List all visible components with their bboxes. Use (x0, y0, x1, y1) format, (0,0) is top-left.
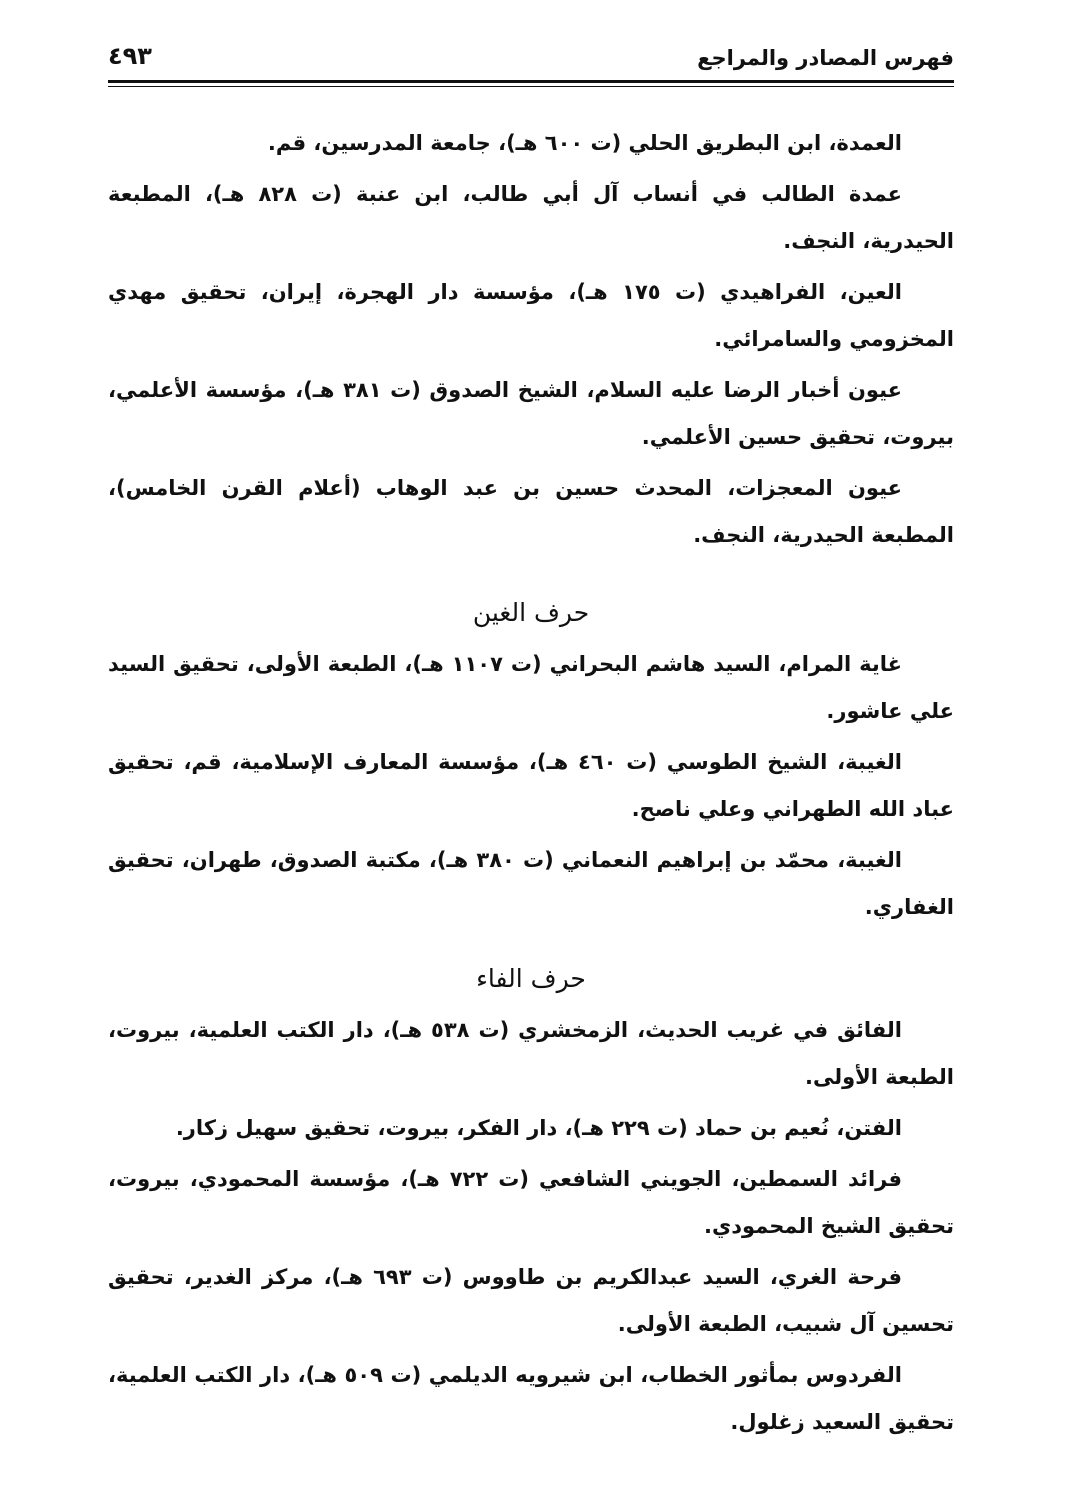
bibliography-entry: الغيبة، الشيخ الطوسي (ت ٤٦٠ هـ)، مؤسسة المعارف الإسلامية، قم، تحقيق عباد الله الطهراني وعلي ناصح. (108, 750, 954, 821)
running-header (108, 38, 954, 82)
bibliography-entry: فرحة الغري، السيد عبدالكريم بن طاووس (ت ٦٩٣ هـ)، مركز الغدير، تحقيق تحسين آل شبيب، الطبعة الأولى. (108, 1265, 954, 1336)
bibliography-entry: فرائد السمطين، الجويني الشافعي (ت ٧٢٢ هـ)، مؤسسة المحمودي، بيروت، تحقيق الشيخ المحمودي. (108, 1167, 954, 1238)
bibliography-entry: غاية المرام، السيد هاشم البحراني (ت ١١٠٧ هـ)، الطبعة الأولى، تحقيق السيد علي عاشور. (108, 652, 954, 723)
bibliography-entry: العمدة، ابن البطريق الحلي (ت ٦٠٠ هـ)، جامعة المدرسين، قم. (267, 131, 902, 155)
page (108, 0, 954, 1496)
bibliography-content (108, 120, 954, 1450)
entries-fa (108, 1007, 954, 1446)
bibliography-entry: العين، الفراهيدي (ت ١٧٥ هـ)، مؤسسة دار الهجرة، إيران، تحقيق مهدي المخزومي والسامرائي. (108, 280, 954, 351)
header-rule-thin (108, 86, 954, 87)
page-number: ٤٩٣ (108, 42, 152, 70)
bibliography-entry: الفائق في غريب الحديث، الزمخشري (ت ٥٣٨ هـ)، دار الكتب العلمية، بيروت، الطبعة الأولى. (108, 1018, 954, 1089)
entries-ghain (108, 641, 954, 931)
header-rule-thick (108, 80, 954, 83)
entries-ayn (108, 120, 954, 559)
bibliography-entry: الغيبة، محمّد بن إبراهيم النعماني (ت ٣٨٠ هـ)، مكتبة الصدوق، طهران، تحقيق الغفاري. (108, 848, 954, 919)
bibliography-entry: الفتن، نُعيم بن حماد (ت ٢٢٩ هـ)، دار الفكر، بيروت، تحقيق سهيل زكار. (175, 1116, 902, 1140)
section-heading-fa: حرف الفاء (476, 964, 586, 993)
bibliography-entry: عيون المعجزات، المحدث حسين بن عبد الوهاب (أعلام القرن الخامس)، المطبعة الحيدرية، النجف. (108, 476, 954, 547)
bibliography-entry: عيون أخبار الرضا عليه السلام، الشيخ الصدوق (ت ٣٨١ هـ)، مؤسسة الأعلمي، بيروت، تحقيق حسين الأعلمي. (108, 378, 954, 449)
bibliography-entry: الفردوس بمأثور الخطاب، ابن شيرويه الديلمي (ت ٥٠٩ هـ)، دار الكتب العلمية، تحقيق السعيد زغلول. (108, 1363, 954, 1434)
bibliography-entry: عمدة الطالب في أنساب آل أبي طالب، ابن عنبة (ت ٨٢٨ هـ)، المطبعة الحيدرية، النجف. (108, 182, 954, 253)
running-head-title: فهرس المصادر والمراجع (697, 46, 954, 70)
section-heading-ghain: حرف الغين (472, 598, 590, 627)
